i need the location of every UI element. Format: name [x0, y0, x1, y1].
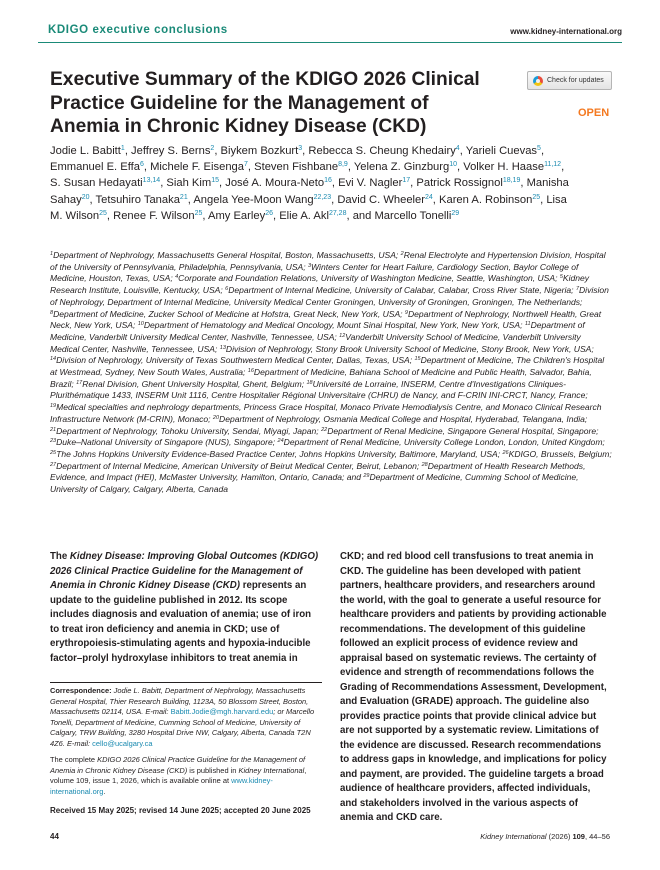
affiliation-text: Université de Lorraine, INSERM, Centre d'Investigations Cliniques-Plurithématique 1433, INSERM Unit 1116, Centre Hospitalier Régional Universitaire (CHRU) de Nancy, and F-CRIN INI-CRCT, Nancy, France;: [50, 378, 588, 401]
affiliation-number: 17: [76, 379, 83, 386]
journal-name: Kidney International: [480, 832, 547, 841]
article-title: Executive Summary of the KDIGO 2026 Clinical Practice Guideline for the Management of Anemia in Chronic Kidney Disease (CKD): [50, 69, 480, 137]
author-affiliation-ref[interactable]: 1: [120, 145, 125, 152]
affiliation-number: 22: [321, 426, 328, 433]
received-dates: Received 15 May 2025; revised 14 June 2025; accepted 20 June 2025: [50, 806, 311, 815]
guideline-name: Kidney Disease: Improving Global Outcomes (KDIGO) 2026 Clinical Practice Guideline for the Management of Anemia in Chronic Kidney Disease (CKD): [50, 551, 319, 591]
author-affiliation-ref[interactable]: 25: [99, 209, 107, 217]
affiliation-text: Department of Hematology and Medical Oncology, Mount Sinai Hospital, New York, New York, USA;: [143, 320, 523, 331]
abstract-lead: The: [50, 551, 70, 562]
author-affiliation-ref[interactable]: 7: [244, 161, 248, 169]
author-name: Michele F. Eisenga: [150, 161, 244, 174]
author-name: Angela Yee-Moon Wang: [193, 193, 314, 206]
author-affiliation-ref[interactable]: 25: [532, 193, 541, 201]
author-name: Emmanuel E. Effa: [50, 161, 140, 174]
open-access-badge: OPEN: [578, 107, 610, 119]
affiliation-number: 2: [400, 251, 404, 257]
affiliation-number: 18: [306, 379, 313, 386]
author-affiliation-ref[interactable]: 16: [324, 177, 332, 185]
journal-website[interactable]: www.kidney-international.org: [510, 27, 622, 36]
author-name: Evi V. Nagler: [338, 177, 403, 190]
abstract-column-left: [50, 550, 320, 666]
affiliation-text: Division of Nephrology, Department of Internal Medicine, University Medical Center Groningen, University of Groningen, Groningen, The Netherlands;: [50, 285, 609, 307]
affiliation-text: Department of Internal Medicine, University of Calabar, Calabar, Cross River State, Nigeria;: [228, 285, 574, 296]
affiliation-text: Department of Medicine, Cumming School of Medicine, University of Calgary, Calgary, Alberta, Canada: [50, 472, 579, 495]
affiliation-text: Kidney Research Institute, Louisville, Kentucky, USA;: [50, 273, 590, 296]
author-affiliation-ref[interactable]: 21: [179, 193, 188, 201]
author-affiliation-ref[interactable]: 17: [402, 177, 411, 185]
affiliation-number: 20: [212, 414, 220, 421]
affiliation-text: Division of Nephrology, Stony Brook University School of Medicine, Stony Brook, New York, USA;: [225, 343, 594, 354]
affiliation-number: 3: [307, 262, 312, 269]
affiliation-number: 8: [50, 309, 54, 316]
author-name: Siah Kim: [166, 177, 212, 190]
correspondence-label: Correspondence:: [50, 686, 112, 695]
author-name: Renee F. Wilson: [113, 209, 195, 222]
affiliation-number: 28: [421, 461, 428, 468]
author-name: Biykem Bozkurt: [220, 145, 299, 157]
author-affiliation-ref[interactable]: 18,19: [502, 177, 521, 185]
author-affiliation-ref[interactable]: 29: [451, 209, 460, 217]
correspondence-note: [50, 686, 322, 749]
author-name: Jodie L. Babitt: [50, 145, 121, 157]
affiliation-text: Winters Center for Heart Failure, Cardiology Section, Baylor College of Medicine, Houston, Texas, USA;: [50, 261, 579, 284]
author-affiliation-ref[interactable]: 4: [455, 145, 460, 152]
affiliation-text: Department of Health Research Methods, Evidence, and Impact (HEI), McMaster University, Hamilton, Ontario, Canada; and: [50, 460, 586, 483]
header-rule: [38, 42, 622, 43]
author-affiliation-ref[interactable]: 10: [449, 161, 458, 169]
check-for-updates-label: Check for updates: [547, 77, 604, 84]
author-affiliation-ref[interactable]: 3: [298, 145, 303, 152]
page-number: 44: [50, 832, 59, 841]
author-affiliation-ref[interactable]: 26: [265, 209, 273, 217]
affiliation-number: 10: [137, 321, 144, 328]
affiliation-text: KDIGO, Brussels, Belgium;: [508, 448, 612, 459]
affiliation-number: 13: [219, 344, 226, 351]
affiliation-number: 9: [404, 309, 408, 316]
affiliation-text: Department of Renal Medicine, Singapore General Hospital, Singapore;: [327, 425, 599, 436]
author-affiliation-ref[interactable]: 13,14: [142, 177, 161, 185]
section-label: KDIGO executive conclusions: [48, 24, 228, 36]
author-name: Marcello Tonelli: [374, 209, 452, 222]
notes-divider: [50, 682, 322, 683]
author-affiliation-ref[interactable]: 11,12: [544, 161, 562, 169]
check-for-updates-button[interactable]: [527, 71, 612, 90]
affiliation-text: Department of Nephrology, Northwell Health, Great Neck, New York, USA;: [50, 308, 602, 331]
affiliation-text: Medical specialties and nephrology departments, Princess Grace Hospital, Monaco Private Hemodialysis Centre, and Monaco Clinical Research Infrastructure Network (M-CRIN), Monaco;: [50, 402, 602, 424]
affiliation-number: 7: [575, 286, 579, 293]
abstract-left-text: represents an update to the guideline published in 2012. Its scope includes diagnosis and evaluation of anemia; use of iron to treat iron deficiency and anemia in CKD; use of erythropoiesis-stimulating agents and hypoxia-inducible factor–prolyl hydroxylase inhibitors to treat anemia in: [50, 580, 312, 664]
author-name: Lisa M. Wilson: [50, 193, 567, 222]
correspondence-text-1: Jodie L. Babitt, Department of Nephrology, Massachusetts General Hospital, Thier Research Building, 1123A, 50 Blossom Street, Boston, Massachusetts 02114, USA. E-mail:: [50, 686, 309, 716]
affiliation-text: Division of Nephrology, University of Texas Southwestern Medical Center, Dallas, Texas, USA;: [56, 355, 413, 366]
affiliation-number: 26: [502, 449, 509, 456]
affiliation-number: 12: [339, 332, 346, 339]
author-affiliation-ref[interactable]: 8,9: [338, 161, 348, 169]
affiliation-text: Vanderbilt University School of Medicine, Vanderbilt University Medical Center, Nashville, Tennessee, USA;: [50, 331, 581, 354]
crossmark-icon: [533, 76, 543, 86]
email-link-tonelli[interactable]: cello@ucalgary.ca: [92, 738, 153, 748]
author-affiliation-ref[interactable]: 2: [210, 145, 215, 152]
author-name: David C. Wheeler: [337, 193, 425, 206]
affiliation-text: Department of Nephrology, Tohoku University, Sendai, Miyagi, Japan;: [56, 425, 319, 436]
affiliation-number: 25: [50, 449, 57, 456]
author-affiliation-ref[interactable]: 24: [425, 193, 433, 201]
affiliation-number: 27: [50, 461, 57, 468]
author-name: Yarieli Cuevas: [465, 145, 538, 157]
affiliation-number: 19: [50, 403, 57, 410]
author-list: Jodie L. Babitt$^1$, Jeffrey S. Berns$^2$, Biykem Bozkurt$^3$, Rebecca S. Cheung Khedairy$^4$, Yarieli Cuevas$^5$, Emmanuel E. Effa$^6$, Michele F. Eisenga$^7$, Steven Fishbane$^{8,9}$, Yelena Z. Ginzburg$^{10}$, Volker H. Haase$^{11,12}$, S. Susan Hedayati$^{13,14}$, Siah Kim$^{15}$, José A. Moura-Neto$^{16}$, Evi V. Nagler$^{17}$, Patrick Rossignol$^{18,19}$, Manisha Sahay$^{20}$, Tetsuhiro Tanaka$^{21}$, Angela Yee-Moon Wang$^{22,23}$, David C. Wheeler$^{24}$, Karen A. Robinson$^{25}$, Lisa M. Wilson$^{25}$, Renee F. Wilson$^{25}$, Amy Earley$^{26}$, Elie A. Akl$^{27,28}$, and Marcello Tonelli$^{29}$: [50, 145, 569, 222]
author-affiliation-ref[interactable]: 5: [537, 145, 541, 152]
affiliation-number: 11: [524, 321, 531, 328]
affiliation-number: 24: [277, 438, 284, 445]
author-name: Amy Earley: [207, 209, 266, 222]
affiliation-number: 29: [363, 473, 370, 480]
correspondence-text-2: ; or Marcello Tonelli, Department of Medicine, Cumming School of Medicine, University of Calgary, TRW Building, 3280 Hospital Drive NW, Calgary, Alberta, Canada T2N 4Z6. E-mail:: [50, 707, 315, 748]
affiliation-number: 15: [414, 356, 421, 363]
journal-volume: 109: [572, 832, 585, 841]
journal-citation: Kidney International (2026) 109, 44–56: [480, 832, 610, 841]
affiliation-text: Department of Renal Medicine, University College London, London, United Kingdom;: [283, 437, 605, 448]
journal-site-link[interactable]: www.kidney-international.org: [50, 776, 273, 796]
author-affiliation-ref[interactable]: 27,28: [328, 209, 347, 217]
affiliation-text: Department of Nephrology, Massachusetts General Hospital, Boston, Massachusetts, USA;: [53, 250, 399, 260]
affiliation-number: 5: [559, 274, 563, 281]
author-name: José A. Moura-Neto: [225, 177, 325, 190]
abstract-column-right: CKD; and red blood cell transfusions to treat anemia in CKD. The guideline has been developed with patient partners, healthcare providers, and researchers around the world, with the goal to generate a useful resource for healthcare providers and patients by providing actionable recommendations. The development of this guideline followed an explicit process of evidence review and appraisal based on systematic reviews. The certainty of evidence and strength of recommendations follows the Grading of Recommendations Assessment, Development, and Evaluation (GRADE) approach. The guideline also provides practice points that provide clinical advice but are not supported by a systematic review. Limitations of the evidence are discussed. Research recommendations to address gaps in knowledge, and implications for policy and payment, are provided. The guideline targets a broad audience of healthcare providers, affected individuals, and stakeholders involved in the various aspects of anemia and CKD care.: [340, 551, 607, 823]
affiliation-text: Department of Internal Medicine, American University of Beirut Medical Center, Beirut, Lebanon;: [56, 460, 420, 471]
affiliation-text: Department of Medicine, Vanderbilt University Medical Center, Nashville, Tennessee, USA;: [50, 320, 585, 342]
author-name: S. Susan Hedayati: [50, 177, 143, 190]
affiliation-number: 14: [50, 356, 57, 363]
author-affiliation-ref[interactable]: 22,23: [313, 193, 332, 201]
author-affiliation-ref[interactable]: 25: [194, 209, 203, 217]
affiliation-text: Renal Division, Ghent University Hospital, Ghent, Belgium;: [82, 378, 305, 389]
author-name: Jeffrey S. Berns: [131, 145, 211, 157]
page-header: [38, 24, 622, 42]
affiliation-number: 16: [247, 368, 254, 375]
affiliation-text: Department of Medicine, Bahiana School of Medicine and Public Health, Salvador, Bahia, Brazil;: [50, 367, 592, 389]
author-name: Manisha Sahay: [50, 177, 569, 206]
author-name: Patrick Rossignol: [416, 177, 503, 190]
author-name: Elie A. Akl: [279, 209, 329, 222]
affiliation-text: Renal Electrolyte and Hypertension Division, Hospital of the University of Pennsylvania, Philadelphia, Pennsylvania, USA;: [50, 250, 606, 272]
affiliation-text: Department of Medicine, The Children's Hospital at Westmead, Sydney, New South Wales, Australia;: [50, 355, 605, 378]
affiliation-number: 4: [175, 274, 179, 281]
affiliation-text: Duke–National University of Singapore (NUS), Singapore;: [56, 437, 276, 448]
author-name: Steven Fishbane: [254, 161, 339, 174]
author-name: Karen A. Robinson: [439, 193, 533, 206]
affiliation-number: 23: [50, 438, 57, 445]
author-affiliation-ref[interactable]: 6: [139, 161, 144, 169]
guideline-availability-note: The complete KDIGO 2026 Clinical Practice Guideline for the Management of Anemia in Chronic Kidney Disease (CKD) is published in Kidney International, volume 109, issue 1, 2026, which is available online at www.kidney-international.org.: [50, 755, 307, 796]
email-link-babitt[interactable]: Babitt.Jodie@mgh.harvard.edu: [170, 707, 274, 716]
affiliation-text: Department of Nephrology, Osmania Medical College and Hospital, Hyderabad, Telangana, India;: [219, 413, 588, 424]
affiliation-text: Corporate and Foundation Relations, University of Washington Medicine, Seattle, Washington, USA;: [178, 273, 558, 284]
author-name: Rebecca S. Cheung Khedairy: [308, 145, 456, 157]
affiliation-number: 21: [50, 426, 57, 433]
author-name: Yelena Z. Ginzburg: [353, 161, 450, 174]
affiliation-number: 6: [225, 286, 229, 293]
author-name: Tetsuhiro Tanaka: [95, 193, 180, 206]
author-affiliation-ref[interactable]: 20: [81, 193, 90, 201]
author-name: Volker H. Haase: [463, 161, 545, 174]
author-affiliation-ref[interactable]: 15: [211, 177, 219, 185]
affiliations: [50, 250, 612, 496]
article-notes: [50, 686, 322, 803]
affiliation-text: Department of Medicine, Zucker School of Medicine at Hofstra, Great Neck, New York, USA;: [53, 308, 403, 319]
affiliation-number: 1: [50, 251, 54, 257]
affiliation-text: The Johns Hopkins University Evidence-Based Practice Center, Johns Hopkins University, Baltimore, Maryland, USA;: [56, 448, 501, 459]
